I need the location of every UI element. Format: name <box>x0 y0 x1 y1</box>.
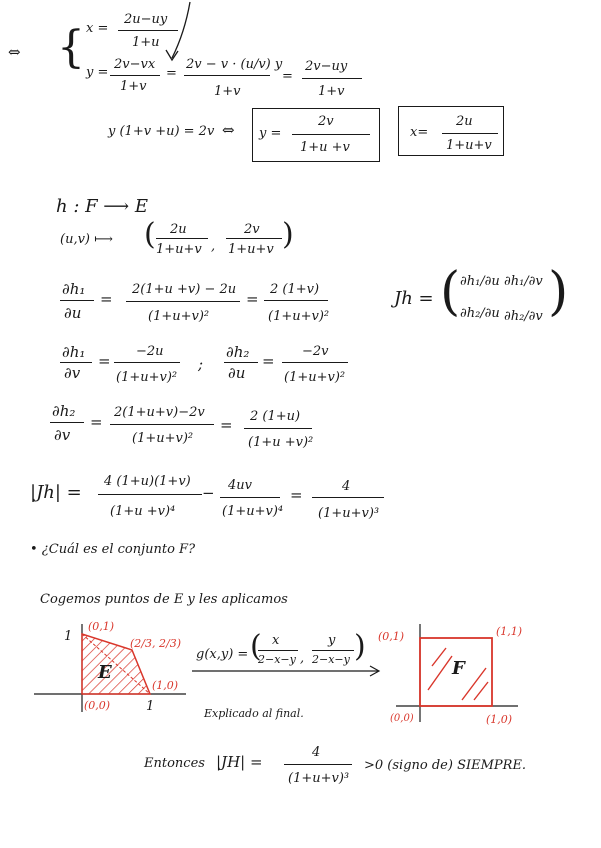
system-brace: { <box>57 22 85 73</box>
det-term1-denominator: (1+u +v)⁴ <box>110 504 176 519</box>
mapping-argument: (u,v) ⟼ <box>60 232 113 247</box>
mapping-paren-right: ) <box>282 217 294 252</box>
d1u-result-denominator: (1+u+v)² <box>268 309 330 324</box>
d2v-numerator: ∂h₂ <box>52 402 76 420</box>
conclusion-lhs: |JH| = <box>216 753 263 771</box>
g-c2-bar <box>312 650 354 651</box>
g-c1-numerator: x <box>272 633 280 648</box>
d2v-equals-2: = <box>220 416 233 434</box>
x-box-denominator: 1+u+v <box>446 138 492 153</box>
equals-2: = <box>282 69 293 84</box>
point-1-1-right: (1,1) <box>496 625 523 638</box>
d1v-result-numerator: −2u <box>136 344 164 359</box>
matrix-paren-left: ( <box>440 262 461 322</box>
d1u-mid-numerator: 2(1+u +v) − 2u <box>132 282 237 297</box>
region-e-label: E <box>98 662 112 683</box>
point-two-thirds: (2/3, 2/3) <box>130 637 181 650</box>
d2v-equals-1: = <box>90 413 103 431</box>
det-result-numerator: 4 <box>342 479 351 494</box>
x-denominator: 1+u <box>132 35 160 50</box>
jacobian-matrix-label: Jh = <box>394 288 434 309</box>
det-equals: = <box>290 486 303 504</box>
matrix-paren-right: ) <box>548 262 569 322</box>
d2u-result-denominator: (1+u+v)² <box>284 370 346 385</box>
det-term1-numerator: 4 (1+u)(1+v) <box>104 474 191 489</box>
d2v-result-numerator: 2 (1+u) <box>250 409 301 424</box>
y-numerator-1: 2v−vx <box>114 57 156 72</box>
y-lhs: y = <box>86 65 109 80</box>
g-c1-bar <box>258 650 298 651</box>
d1u-result-numerator: 2 (1+v) <box>270 282 320 297</box>
g-paren-left: ( <box>250 629 262 664</box>
g-comma: , <box>300 651 305 666</box>
mapping-c2-numerator: 2v <box>244 222 260 237</box>
d1v-result-denominator: (1+u+v)² <box>116 370 178 385</box>
g-paren-right: ) <box>354 629 366 664</box>
g-c1-denominator: 2−x−y <box>258 653 296 666</box>
point-0-1-right: (0,1) <box>378 630 405 643</box>
x-box-lhs: x= <box>410 125 429 140</box>
d1u-numerator: ∂h₁ <box>62 280 86 298</box>
axis-one-y: 1 <box>64 629 73 644</box>
det-term2-denominator: (1+u+v)⁴ <box>222 504 284 519</box>
x-numerator: 2u−uy <box>124 12 168 27</box>
y-box-numerator: 2v <box>318 114 334 129</box>
mapping-paren-left: ( <box>144 217 156 252</box>
x-lhs: x = <box>86 21 109 36</box>
mapping-comma: , <box>211 239 216 254</box>
conclusion-denominator: (1+u+v)³ <box>288 771 350 786</box>
y-box-lhs: y = <box>259 126 282 141</box>
g-c2-numerator: y <box>328 633 336 648</box>
region-f-label: F <box>452 658 465 679</box>
conclusion-suffix: >0 (signo de) SIEMPRE. <box>364 758 527 773</box>
matrix-entry-11: ∂h₁/∂u <box>460 274 500 289</box>
iff-symbol-2: ⇔ <box>222 121 235 139</box>
d2u-numerator: ∂h₂ <box>226 343 250 361</box>
explained-note: Explicado al final. <box>204 707 304 720</box>
solve-line: y (1+v +u) = 2v <box>108 124 215 139</box>
det-result-denominator: (1+u+v)³ <box>318 506 380 521</box>
jacobian-det-lhs: |Jh| = <box>30 482 82 503</box>
conclusion-numerator: 4 <box>312 745 321 760</box>
equals-1: = <box>166 66 177 81</box>
note-text: Cogemos puntos de E y les aplicamos <box>40 592 288 607</box>
d1v-denominator: ∂v <box>64 364 81 382</box>
y-numerator-2: 2v − v · (u/v) y <box>186 57 283 72</box>
d2v-mid-denominator: (1+u+v)² <box>132 431 194 446</box>
d2u-denominator: ∂u <box>228 364 246 382</box>
point-0-0-left: (0,0) <box>84 699 111 712</box>
d2u-result-numerator: −2v <box>302 344 329 359</box>
point-0-1-left: (0,1) <box>88 620 115 633</box>
x-box-numerator: 2u <box>456 114 473 129</box>
d1u-denominator: ∂u <box>64 304 82 322</box>
iff-symbol: ⇔ <box>8 43 21 61</box>
g-definition: g(x,y) = <box>196 647 249 662</box>
matrix-entry-12: ∂h₁/∂v <box>504 274 543 289</box>
det-minus: − <box>202 484 215 502</box>
mapping-c1-numerator: 2u <box>170 222 187 237</box>
d2u-equals: = <box>262 352 275 370</box>
d2v-result-denominator: (1+u +v)² <box>248 435 314 450</box>
d1u-equals-2: = <box>246 290 259 308</box>
y-numerator-3: 2v−uy <box>305 59 348 74</box>
d1u-mid-denominator: (1+u+v)² <box>148 309 210 324</box>
matrix-entry-21: ∂h₂/∂u <box>460 306 500 321</box>
question-text: • ¿Cuál es el conjunto F? <box>30 542 196 557</box>
d1v-equals: = <box>98 352 111 370</box>
y-denominator-1: 1+v <box>120 79 147 94</box>
point-0-0-right: (0,0) <box>390 713 414 724</box>
det-term2-numerator: 4uv <box>228 478 252 493</box>
mapping-c2-denominator: 1+u+v <box>228 242 274 257</box>
conclusion-prefix: Entonces <box>144 756 205 771</box>
mapping-c1-denominator: 1+u+v <box>156 242 202 257</box>
d2v-mid-numerator: 2(1+u+v)−2v <box>114 405 205 420</box>
matrix-entry-22: ∂h₂/∂v <box>504 309 543 324</box>
y-denominator-2: 1+v <box>214 84 241 99</box>
point-1-0-left: (1,0) <box>152 679 179 692</box>
y-box-denominator: 1+u +v <box>300 140 350 155</box>
d2v-denominator: ∂v <box>54 426 71 444</box>
axis-one-x: 1 <box>146 699 155 714</box>
y-denominator-3: 1+v <box>318 84 345 99</box>
d1v-numerator: ∂h₁ <box>62 343 86 361</box>
d1u-equals-1: = <box>100 290 113 308</box>
conclusion-bar <box>284 764 352 765</box>
g-c2-denominator: 2−x−y <box>312 653 350 666</box>
point-1-0-right: (1,0) <box>486 713 513 726</box>
mapping-definition: h : F ⟶ E <box>56 196 148 217</box>
semicolon: ; <box>198 355 204 373</box>
